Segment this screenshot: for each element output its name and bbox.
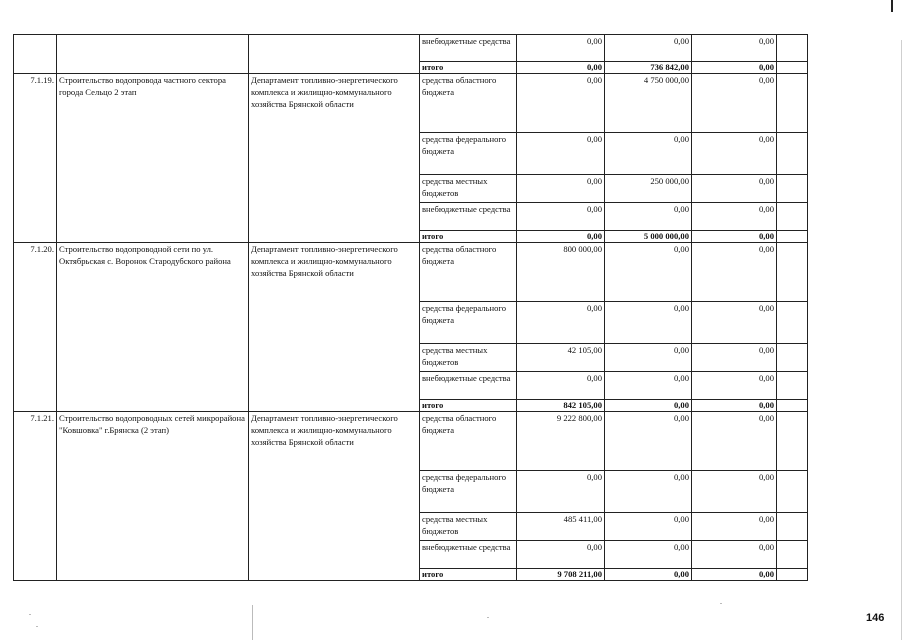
funding-source: итого	[420, 231, 517, 243]
funding-source: внебюджетные средства	[420, 203, 517, 231]
amount-year-2: 0,00	[605, 35, 692, 62]
empty-cell	[777, 175, 808, 203]
funding-source: внебюджетные средства	[420, 372, 517, 400]
scan-dust	[487, 617, 489, 618]
amount-year-2: 0,00	[605, 372, 692, 400]
responsible-department: Департамент топливно-энергетического комплекса и жилищно-коммунального хозяйства Брянской области	[249, 243, 420, 412]
funding-source: итого	[420, 400, 517, 412]
responsible-department: Департамент топливно-энергетического комплекса и жилищно-коммунального хозяйства Брянской области	[249, 74, 420, 243]
amount-year-3: 0,00	[692, 471, 777, 513]
amount-year-2: 4 750 000,00	[605, 74, 692, 133]
empty-cell	[777, 35, 808, 62]
empty-cell	[777, 62, 808, 74]
amount-year-2: 0,00	[605, 133, 692, 175]
funding-source: итого	[420, 62, 517, 74]
item-name: Строительство водопровода частного сектора города Сельцо 2 этап	[57, 74, 249, 243]
funding-source: средства местных бюджетов	[420, 175, 517, 203]
amount-year-1: 0,00	[517, 203, 605, 231]
page-number: 146	[866, 612, 885, 624]
amount-year-1: 9 222 800,00	[517, 412, 605, 471]
amount-year-3: 0,00	[692, 231, 777, 243]
funding-source: средства областного бюджета	[420, 74, 517, 133]
amount-year-1: 485 411,00	[517, 513, 605, 541]
amount-year-3: 0,00	[692, 513, 777, 541]
amount-year-3: 0,00	[692, 541, 777, 569]
amount-year-3: 0,00	[692, 412, 777, 471]
responsible-department: Департамент топливно-энергетического комплекса и жилищно-коммунального хозяйства Брянской области	[249, 412, 420, 581]
funding-source: средства областного бюджета	[420, 412, 517, 471]
amount-year-1: 0,00	[517, 133, 605, 175]
empty-cell	[777, 231, 808, 243]
item-name: Строительство водопроводных сетей микрорайона "Ковшовка" г.Брянска (2 этап)	[57, 412, 249, 581]
amount-year-3: 0,00	[692, 569, 777, 581]
amount-year-3: 0,00	[692, 74, 777, 133]
amount-year-2: 0,00	[605, 412, 692, 471]
scan-edge-mark	[891, 0, 893, 12]
item-name: Строительство водопроводной сети по ул. Октябрьская с. Воронок Стародубского района	[57, 243, 249, 412]
amount-year-1: 9 708 211,00	[517, 569, 605, 581]
funding-source: итого	[420, 569, 517, 581]
table-row	[14, 74, 808, 133]
amount-year-3: 0,00	[692, 203, 777, 231]
amount-year-3: 0,00	[692, 35, 777, 62]
funding-source: средства федерального бюджета	[420, 471, 517, 513]
department-cell	[249, 35, 420, 74]
empty-cell	[777, 344, 808, 372]
scan-dust	[720, 603, 722, 604]
amount-year-3: 0,00	[692, 62, 777, 74]
empty-cell	[777, 569, 808, 581]
funding-source: средства местных бюджетов	[420, 344, 517, 372]
amount-year-2: 0,00	[605, 400, 692, 412]
amount-year-1: 0,00	[517, 231, 605, 243]
scan-dust	[29, 614, 31, 615]
amount-year-2: 0,00	[605, 541, 692, 569]
empty-cell	[777, 302, 808, 344]
amount-year-1: 0,00	[517, 35, 605, 62]
empty-cell	[777, 74, 808, 133]
empty-cell	[777, 400, 808, 412]
amount-year-2: 0,00	[605, 203, 692, 231]
item-number-cell	[14, 35, 57, 74]
budget-table	[13, 34, 808, 581]
amount-year-1: 800 000,00	[517, 243, 605, 302]
amount-year-3: 0,00	[692, 400, 777, 412]
empty-cell	[777, 372, 808, 400]
empty-cell	[777, 133, 808, 175]
amount-year-2: 250 000,00	[605, 175, 692, 203]
amount-year-1: 0,00	[517, 74, 605, 133]
amount-year-1: 0,00	[517, 62, 605, 74]
amount-year-1: 0,00	[517, 541, 605, 569]
amount-year-2: 0,00	[605, 471, 692, 513]
amount-year-3: 0,00	[692, 243, 777, 302]
empty-cell	[777, 513, 808, 541]
amount-year-1: 0,00	[517, 302, 605, 344]
funding-source: средства федерального бюджета	[420, 133, 517, 175]
funding-source: средства областного бюджета	[420, 243, 517, 302]
amount-year-3: 0,00	[692, 302, 777, 344]
empty-cell	[777, 412, 808, 471]
table-row	[14, 412, 808, 471]
amount-year-1: 42 105,00	[517, 344, 605, 372]
table-body	[14, 35, 808, 581]
empty-cell	[777, 243, 808, 302]
amount-year-1: 0,00	[517, 175, 605, 203]
amount-year-3: 0,00	[692, 344, 777, 372]
amount-year-3: 0,00	[692, 175, 777, 203]
amount-year-2: 736 842,00	[605, 62, 692, 74]
item-number: 7.1.19.	[14, 74, 57, 243]
item-name-cell	[57, 35, 249, 74]
scan-artifact	[252, 605, 253, 640]
funding-source: средства местных бюджетов	[420, 513, 517, 541]
empty-cell	[777, 471, 808, 513]
amount-year-3: 0,00	[692, 372, 777, 400]
amount-year-2: 0,00	[605, 344, 692, 372]
amount-year-1: 842 105,00	[517, 400, 605, 412]
table-row	[14, 243, 808, 302]
amount-year-2: 0,00	[605, 302, 692, 344]
amount-year-2: 5 000 000,00	[605, 231, 692, 243]
funding-source: средства федерального бюджета	[420, 302, 517, 344]
amount-year-2: 0,00	[605, 513, 692, 541]
amount-year-2: 0,00	[605, 243, 692, 302]
item-number: 7.1.20.	[14, 243, 57, 412]
amount-year-2: 0,00	[605, 569, 692, 581]
empty-cell	[777, 203, 808, 231]
empty-cell	[777, 541, 808, 569]
table-row	[14, 35, 808, 62]
amount-year-3: 0,00	[692, 133, 777, 175]
funding-source: внебюджетные средства	[420, 541, 517, 569]
funding-source: внебюджетные средства	[420, 35, 517, 62]
scan-dust	[36, 626, 38, 627]
item-number: 7.1.21.	[14, 412, 57, 581]
amount-year-1: 0,00	[517, 471, 605, 513]
scan-artifact	[901, 40, 902, 640]
amount-year-1: 0,00	[517, 372, 605, 400]
